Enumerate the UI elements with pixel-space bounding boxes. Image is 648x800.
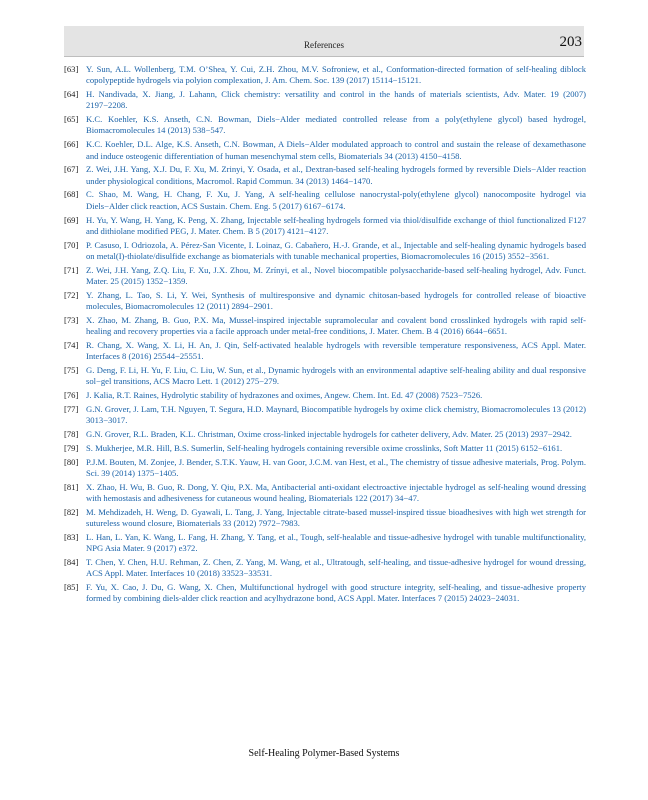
reference-link[interactable]: F. Yu, X. Cao, J. Du, G. Wang, X. Chen, Multifunctional hydrogel with good structure integrity, self-healing, and tissue-adhesive property formed by combining diels-alder click reaction and acylhydrazone bond, ACS Appl. Mater. Interfaces 7 (2015) 24023−24031.: [86, 582, 586, 604]
reference-link[interactable]: G. Deng, F. Li, H. Yu, F. Liu, C. Liu, W. Sun, et al., Dynamic hydrogels with an environmental adaptive self-healing ability and dual responsive sol−gel transitions, ACS Macro Lett. 1 (2012) 275−279.: [86, 365, 586, 387]
reference-link[interactable]: P. Casuso, I. Odriozola, A. Pérez-San Vicente, I. Loinaz, G. Cabañero, H.-J. Grande, et al., Injectable and self-healing dynamic hydrogels based on metal(I)-thiolate/disulfide exchange as biomaterials with tunable mechanical properties, Biomacromolecules 16 (2015) 3552−3561.: [86, 239, 586, 261]
reference-number: [64]: [64, 89, 79, 100]
reference-number: [77]: [64, 404, 79, 415]
reference-number: [81]: [64, 481, 79, 492]
reference-item: [64, 404, 586, 427]
running-header: [64, 26, 584, 57]
reference-item: [64, 532, 586, 555]
reference-number: [84]: [64, 557, 79, 568]
reference-item: [64, 429, 586, 440]
reference-link[interactable]: G.N. Grover, R.L. Braden, K.L. Christman, Oxime cross-linked injectable hydrogels for catheter delivery, Adv. Mater. 25 (2013) 2937−2942.: [86, 429, 572, 440]
reference-item: [64, 482, 586, 505]
reference-number: [85]: [64, 582, 79, 593]
reference-item: [64, 189, 586, 212]
reference-number: [79]: [64, 442, 79, 453]
reference-number: [83]: [64, 531, 79, 542]
reference-link[interactable]: L. Han, L. Yan, K. Wang, L. Fang, H. Zhang, Y. Tang, et al., Tough, self-healable and tissue-adhesive hydrogel with tunable multifunctionality, NPG Asia Mater. 9 (2017) e372.: [86, 531, 586, 554]
reference-number: [68]: [64, 189, 79, 200]
reference-link[interactable]: H. Nandivada, X. Jiang, J. Lahann, Click chemistry: versatility and control in the hands of materials scientists, Adv. Mater. 19 (2007) 2197−2208.: [86, 89, 586, 111]
reference-list: [64, 64, 586, 607]
reference-number: [67]: [64, 164, 79, 175]
reference-link[interactable]: Y. Sun, A.L. Wollenberg, T.M. O’Shea, Y. Cui, Z.H. Zhou, M.V. Sofroniew, et al., Conformation-directed formation of self-healing diblock copolypeptide hydrogels via polyion complexation, J. Am. Chem. Soc. 139 (2017) 15114−15121.: [86, 64, 586, 86]
reference-link[interactable]: R. Chang, X. Wang, X. Li, H. An, J. Qin, Self-activated healable hydrogels with reversible temperature responsiveness, ACS Appl. Mater. Interfaces 8 (2016) 25544−25551.: [86, 340, 586, 362]
reference-item: [64, 164, 586, 187]
reference-link[interactable]: H. Yu, Y. Wang, H. Yang, K. Peng, X. Zhang, Injectable self-healing hydrogels formed via thiol/disulfide exchange of thiol functionalized F127 and dithiolane modified PEG, J. Mater. Chem. B 5 (2017) 4121−4127.: [86, 214, 586, 236]
reference-number: [65]: [64, 114, 79, 125]
reference-item: [64, 215, 586, 238]
reference-link[interactable]: C. Shao, M. Wang, H. Chang, F. Xu, J. Yang, A self-healing cellulose nanocrystal-poly(ethylene glycol) nanocomposite hydrogel via Diels−Alder click reaction, ACS Sustain. Chem. Eng. 5 (2017) 6167−6174.: [86, 189, 586, 211]
reference-item: [64, 340, 586, 363]
reference-link[interactable]: X. Zhao, M. Zhang, B. Guo, P.X. Ma, Mussel-inspired injectable supramolecular and covalent bond crosslinked hydrogels with rapid self-healing and recovery properties via a facile approach under metal-free conditions, J. Mater. Chem. B 4 (2016) 6644−6651.: [86, 314, 586, 337]
book-title-footer: Self-Healing Polymer-Based Systems: [248, 748, 400, 759]
reference-number: [76]: [64, 390, 79, 401]
reference-number: [80]: [64, 456, 79, 467]
reference-item: [64, 457, 586, 480]
reference-link[interactable]: Y. Zhang, L. Tao, S. Li, Y. Wei, Synthesis of multiresponsive and dynamic chitosan-based hydrogels for controlled release of bioactive molecules, Biomacromolecules 12 (2011) 2894−2901.: [86, 289, 586, 312]
reference-item: [64, 240, 586, 263]
reference-item: [64, 64, 586, 87]
reference-number: [66]: [64, 139, 79, 150]
reference-item: [64, 507, 586, 530]
reference-link[interactable]: G.N. Grover, J. Lam, T.H. Nguyen, T. Segura, H.D. Maynard, Biocompatible hydrogels by oxime click chemistry, Biomacromolecules 13 (2012) 3013−3017.: [86, 404, 586, 426]
reference-item: [64, 114, 586, 137]
section-title: References: [304, 40, 344, 50]
page-number: 203: [559, 34, 582, 50]
reference-link[interactable]: K.C. Koehler, D.L. Alge, K.S. Anseth, C.N. Bowman, A Diels−Alder modulated approach to control and sustain the release of dexamethasone and induce osteogenic differentiation of human mesenchymal stem cells, Biomaterials 34 (2013) 4150−4158.: [86, 139, 586, 161]
reference-link[interactable]: X. Zhao, H. Wu, B. Guo, R. Dong, Y. Qiu, P.X. Ma, Antibacterial anti-oxidant electroactive injectable hydrogel as self-healing wound dressing with hemostasis and adhesiveness for cutaneous wound healing, Biomaterials 122 (2017) 34−47.: [86, 481, 586, 504]
reference-number: [73]: [64, 314, 79, 325]
reference-number: [78]: [64, 429, 79, 440]
reference-link[interactable]: T. Chen, Y. Chen, H.U. Rehman, Z. Chen, Z. Yang, M. Wang, et al., Ultratough, self-healing, and tissue-adhesive hydrogel for wound dressing, ACS Appl. Mater. Interfaces 10 (2018) 33523−33531.: [86, 557, 586, 579]
reference-item: [64, 557, 586, 580]
reference-item: [64, 139, 586, 162]
reference-link[interactable]: S. Mukherjee, M.R. Hill, B.S. Sumerlin, Self-healing hydrogels containing reversible oxime crosslinks, Soft Matter 11 (2015) 6152−6161.: [86, 442, 563, 453]
reference-item: [64, 265, 586, 288]
reference-item: [64, 443, 586, 454]
reference-number: [69]: [64, 214, 79, 225]
reference-link[interactable]: M. Mehdizadeh, H. Weng, D. Gyawali, L. Tang, J. Yang, Injectable citrate-based mussel-inspired tissue bioadhesives with high wet strength for sutureless wound closure, Biomaterials 33 (2012) 7972−7983.: [86, 506, 586, 529]
reference-number: [74]: [64, 340, 79, 351]
reference-link[interactable]: K.C. Koehler, K.S. Anseth, C.N. Bowman, Diels−Alder mediated controlled release from a poly(ethylene glycol) based hydrogel, Biomacromolecules 14 (2013) 538−547.: [86, 114, 586, 136]
reference-item: [64, 89, 586, 112]
reference-item: [64, 390, 586, 401]
reference-number: [70]: [64, 239, 79, 250]
reference-link[interactable]: Z. Wei, J.H. Yang, X.J. Du, F. Xu, M. Zrinyi, Y. Osada, et al., Dextran-based self-healing hydrogels formed by reversible Diels−Alder reaction under physiological conditions, Macromol. Rapid Commun. 34 (2013) 1464−1470.: [86, 164, 586, 186]
reference-item: [64, 290, 586, 313]
reference-number: [75]: [64, 365, 79, 376]
reference-item: [64, 582, 586, 605]
reference-number: [71]: [64, 264, 79, 275]
reference-item: [64, 365, 586, 388]
reference-number: [72]: [64, 289, 79, 300]
reference-item: [64, 315, 586, 338]
reference-number: [82]: [64, 506, 79, 517]
reference-link[interactable]: J. Kalia, R.T. Raines, Hydrolytic stability of hydrazones and oximes, Angew. Chem. Int. Ed. 47 (2008) 7523−7526.: [86, 390, 483, 401]
reference-link[interactable]: P.J.M. Bouten, M. Zonjee, J. Bender, S.T.K. Yauw, H. van Goor, J.C.M. van Hest, et al., The chemistry of tissue adhesive materials, Prog. Polym. Sci. 39 (2014) 1375−1405.: [86, 456, 586, 478]
reference-link[interactable]: Z. Wei, J.H. Yang, Z.Q. Liu, F. Xu, J.X. Zhou, M. Zrínyi, et al., Novel biocompatible polysaccharide-based self-healing hydrogel, Adv. Funct. Mater. 25 (2015) 1352−1359.: [86, 264, 586, 287]
reference-number: [63]: [64, 64, 79, 74]
